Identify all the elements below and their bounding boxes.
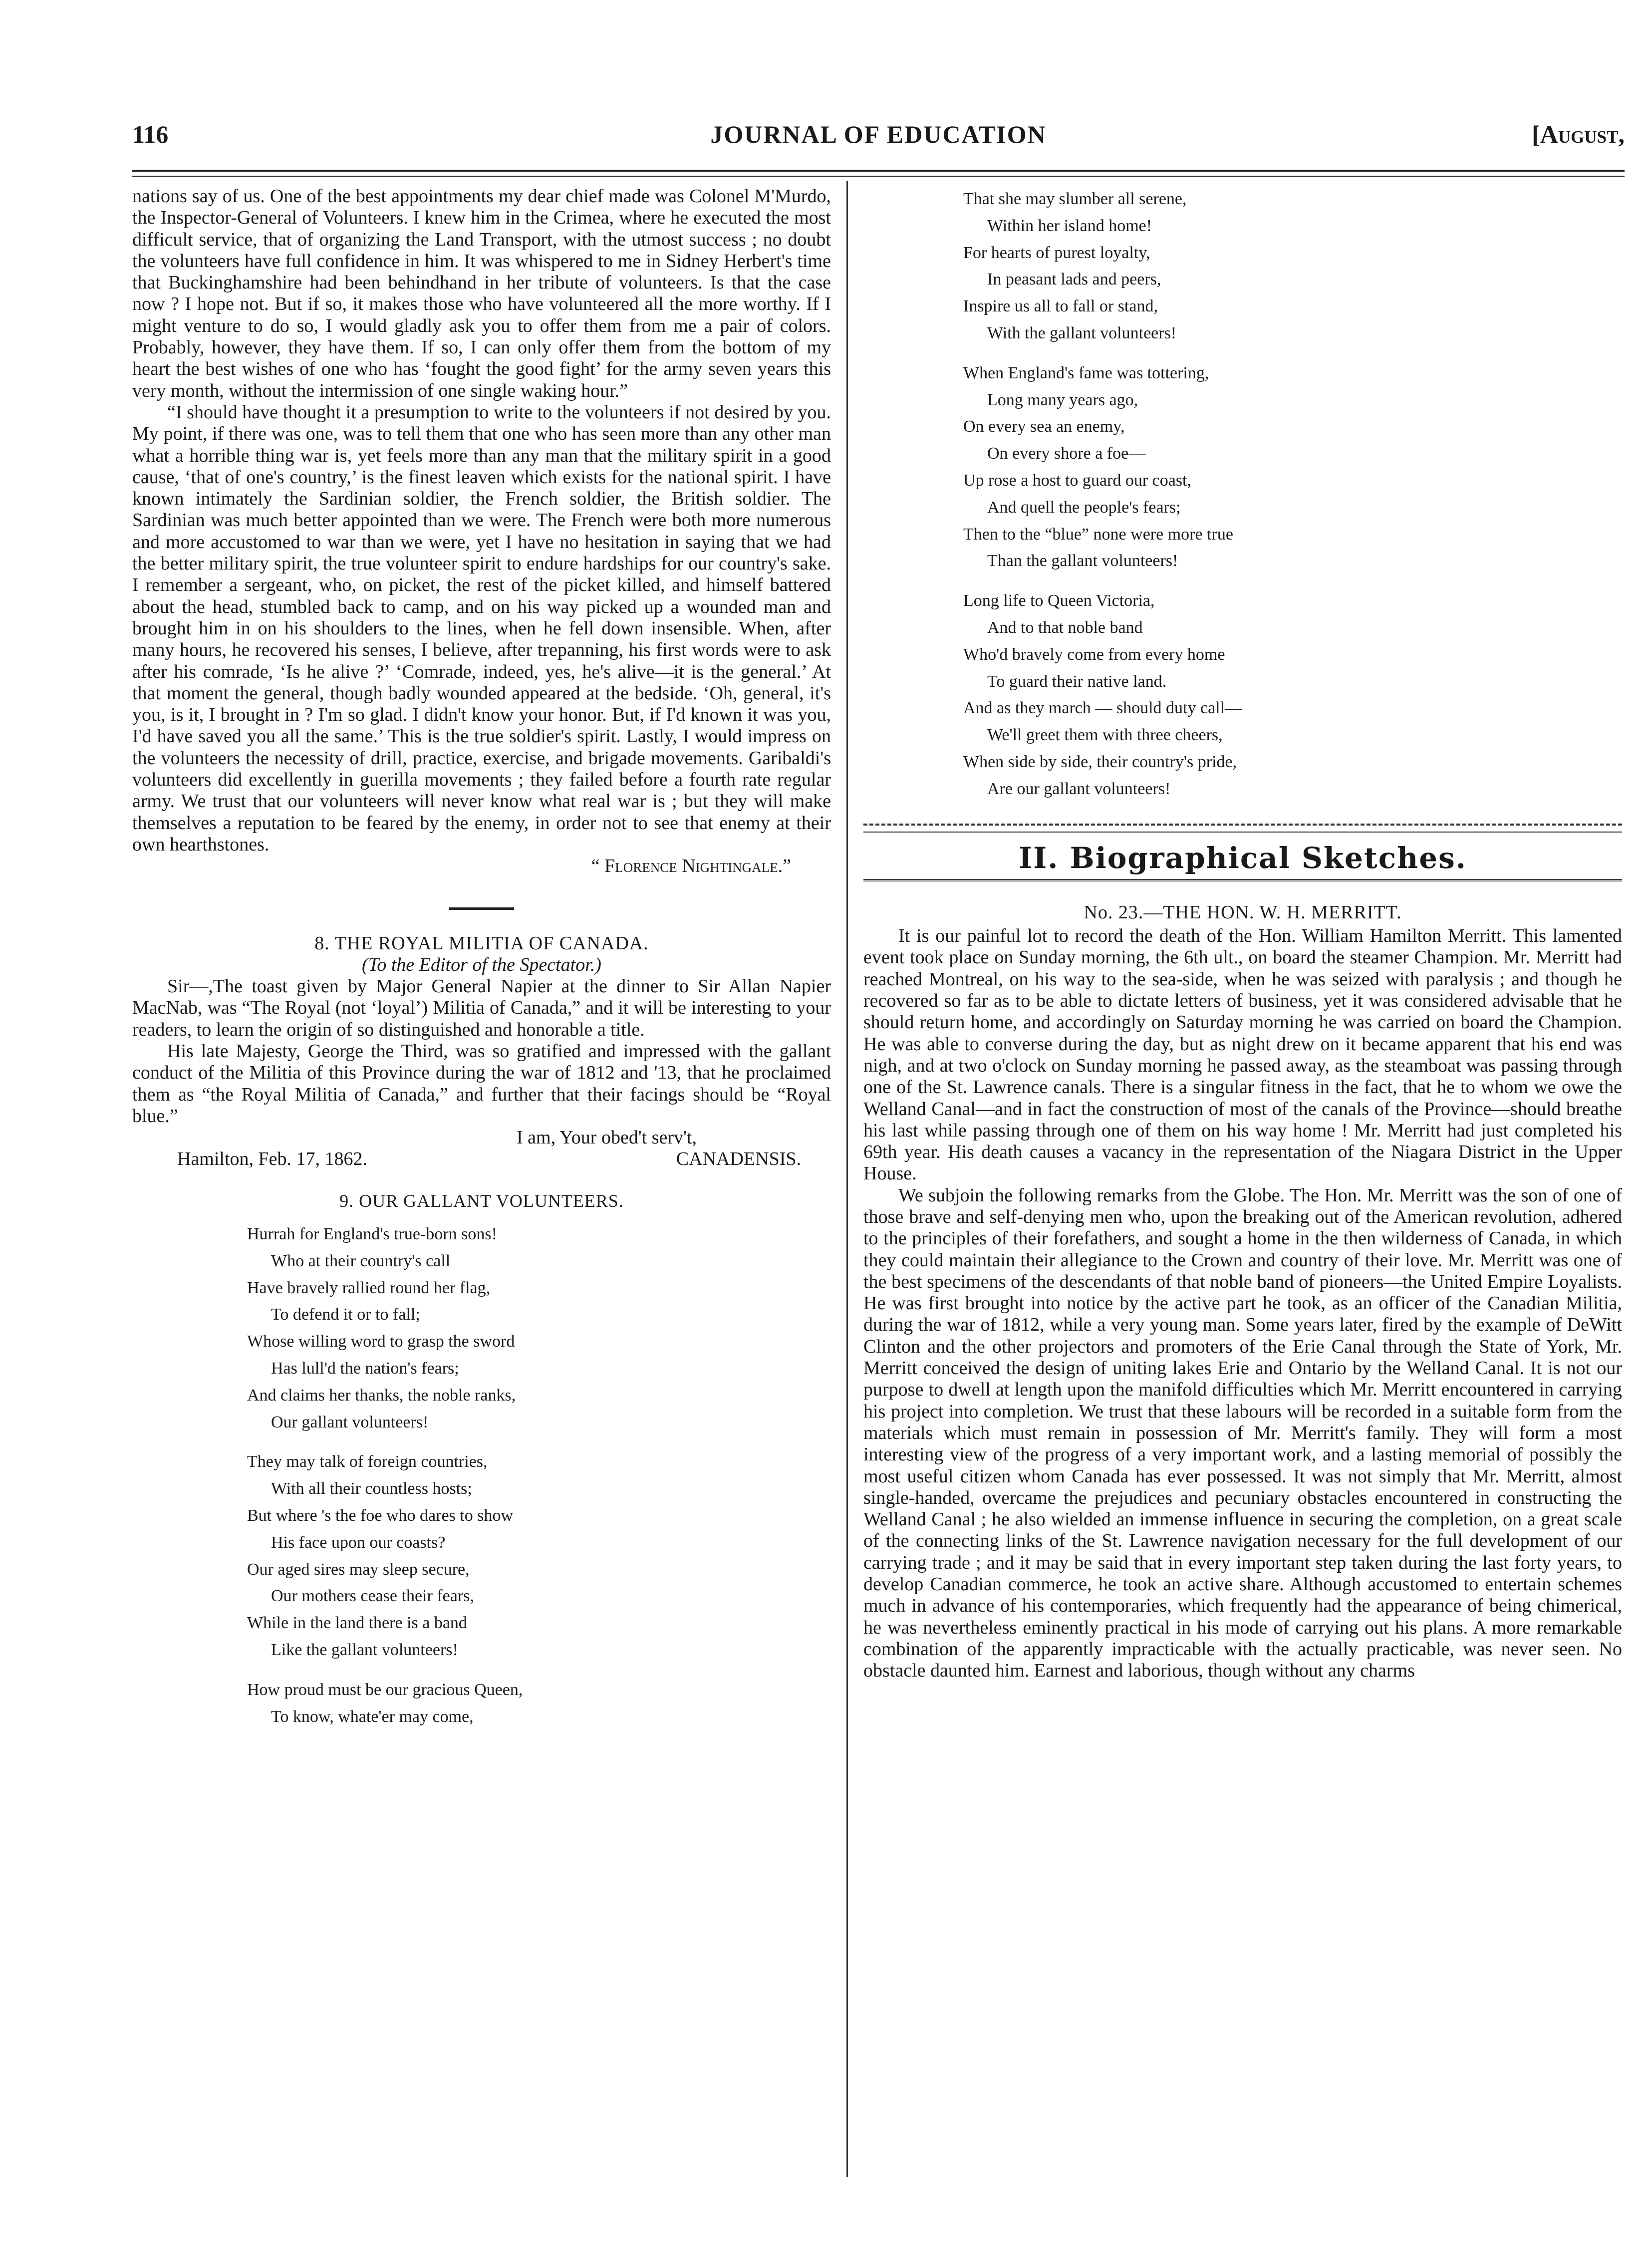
- letter-place-date: Hamilton, Feb. 17, 1862.: [177, 1148, 368, 1170]
- poem-line: Hurrah for England's true-born sons!: [247, 1225, 497, 1244]
- poem-line: While in the land there is a band: [247, 1614, 467, 1633]
- poem-line: That she may slumber all serene,: [963, 190, 1187, 208]
- poem-right: [863, 186, 1622, 803]
- poem-line: Our mothers cease their fears,: [271, 1587, 474, 1606]
- letter-author: CANADENSIS.: [676, 1148, 801, 1170]
- poem-line: On every shore a foe—: [987, 444, 1146, 463]
- section-heading-rule: [863, 879, 1622, 882]
- left-column: [132, 186, 831, 1743]
- poem-line: Who at their country's call: [271, 1251, 451, 1270]
- letter-signature: “ Florence Nightingale.”: [591, 855, 791, 877]
- poem-line: But where 's the foe who dares to show: [247, 1506, 514, 1525]
- section-9-title: 9. OUR GALLANT VOLUNTEERS.: [339, 1190, 624, 1211]
- poem-line: And claims her thanks, the noble ranks,: [247, 1386, 516, 1405]
- right-column: [863, 186, 1622, 1682]
- poem-line: To know, whate'er may come,: [271, 1707, 474, 1726]
- poem-line: Then to the “blue” none were more true: [963, 525, 1233, 544]
- letter-signoff: [132, 1148, 831, 1170]
- section-separator-solid: [863, 832, 1622, 833]
- poem-line: With the gallant volunteers!: [987, 323, 1177, 342]
- poem-line: Like the gallant volunteers!: [271, 1641, 458, 1660]
- poem-line: His face upon our coasts?: [271, 1533, 446, 1552]
- poem-line: Our aged sires may sleep secure,: [247, 1560, 470, 1579]
- section-2-heading: II. Biographical Sketches.: [1019, 841, 1467, 875]
- poem-line: Whose willing word to grasp the sword: [247, 1332, 515, 1351]
- poem-line: To defend it or to fall;: [271, 1305, 420, 1324]
- page-header: [132, 120, 1625, 160]
- issue-month: [August,: [1532, 120, 1625, 148]
- merritt-paragraph-1: It is our painful lot to record the death of the Hon. William Hamilton Merritt. This lamented event took place on Sunday morning, the 6th ult., on board the steamer Champion. Mr. Merritt had reached Montreal, on his way to the sea-side, when he was seized with paralysis ; and though he recovered so far as to be able to dictate letters of business, yet it was considered advisable that he should return home, and accordingly on Saturday morning he was carried on board the Champion. He was able to converse during the day, but as night drew on it became apparent that his end was nigh, and at two o'clock on Sunday morning he passed away, as the steamboat was passing through one of the St. Lawrence canals. There is a singular fitness in the fact, that he to whom we owe the Welland Canal—and in fact the construction of most of the canals of the Province—should breathe his last while passing through one of them on his way home ! Mr. Merritt had just completed his 69th year. His death causes a vacancy in the representation of the Niagara District in the Upper House.: [863, 925, 1622, 1184]
- merritt-paragraph-2: We subjoin the following remarks from the Globe. The Hon. Mr. Merritt was the son of one of those brave and self-denying men who, upon the breaking out of the American revolution, adhered to the principles of their forefathers, and sought a home in the then wilderness of Canada, in which they could maintain their allegiance to the Crown and country of their love. Mr. Merritt was one of the best specimens of the descendants of that noble band of pioneers—the United Empire Loyalists. He was first brought into notice by the active part he took, as an officer of the Canadian Militia, during the war of 1812, while a very young man. Some years later, fired by the example of DeWitt Clinton and the other projectors and promoters of the Erie Canal through the State of York, Mr. Merritt conceived the design of uniting lakes Erie and Ontario by the Welland Canal. It is not our purpose to dwell at length upon the manifold difficulties which Mr. Merritt encountered in carrying his project into completion. We trust that these labours will be recorded in a suitable form from the materials which must remain in possession of Mr. Merritt's family. They will form a most interesting view of the progress of a very important work, and a lasting memorial of possibly the most useful citizen whom Canada has ever possessed. It was not simply that Mr. Merritt, almost single-handed, overcame the prejudices and pecuniary obstacles encountered in constructing the Welland Canal ; he also wielded an immense influence in securing the completion, on a great scale of the connecting links of the St. Lawrence navigation necessary for the full development of our carrying trade ; and it may be said that in every important step taken during the last forty years, to develop Canadian commerce, he took an active share. Although accustomed to entertain schemes much in advance of his contemporaries, which frequently had the appearance of being chimerical, he was nevertheless eminently practical in his mode of carrying out his plans. A more remarkable combination of the apparently impracticable with the actually practicable, was never seen. No obstacle daunted him. Earnest and laborious, though without any charms: [863, 1184, 1622, 1682]
- poem-line: Has lull'd the nation's fears;: [271, 1359, 459, 1378]
- poem-line: With all their countless hosts;: [271, 1479, 472, 1498]
- nightingale-letter-paragraph-2: “I should have thought it a presumption to write to the volunteers if not desired by you. My point, if there was one, was to tell them that one who has seen more than any other man what a horrible thing war is, yet feels more than any man that the military spirit in a good cause, ‘that of one's country,’ is the finest leaven which exists for the national spirit. I have known intimately the Sardinian soldier, the French soldier, the British soldier. The Sardinian was much better appointed than we were. The French were both more numerous and more accustomed to war than we were, yet I have no hesitation in saying that we had the better military spirit, the true volunteer spirit to endure hardships for our country's sake. I remember a sergeant, who, on picket, the rest of the picket killed, and himself battered about the head, stumbled back to camp, and on his way picked up a wounded man and brought him in on his shoulders to the lines, when he fell down insensible. When, after many hours, he recovered his senses, I believe, after trepanning, his first words were to ask after his comrade, ‘Is he alive ?’ ‘Comrade, indeed, yes, he's alive—it is the general.’ At that moment the general, though badly wounded appeared at the bedside. ‘Oh, general, it's you, is it, I brought in ? I'm so glad. I didn't know your honor. But, if I'd known it was you, I'd have saved you all the same.’ This is the true soldier's spirit. Lastly, I would impress on the volunteers the necessity of drill, practice, exercise, and brigade movements. Garibaldi's volunteers did excellently in guerilla movements ; they failed before a fourth rate regular army. We trust that our volunteers will never know what real war is ; but they will make themselves a reputation to be feared by the enemy, in order not to see that enemy at their own hearthstones.: [132, 401, 831, 855]
- poem-line: Have bravely rallied round her flag,: [247, 1278, 491, 1297]
- poem-line: We'll greet them with three cheers,: [987, 726, 1223, 745]
- sketch-23-title: No. 23.—THE HON. W. H. MERRITT.: [1084, 901, 1402, 923]
- header-rule: [132, 170, 1625, 172]
- header-rule-thin: [132, 176, 1625, 177]
- poem-stanza: [963, 186, 1622, 347]
- poem-stanza: [963, 587, 1622, 802]
- poem-line: Long life to Queen Victoria,: [963, 591, 1155, 610]
- poem-line: And to that noble band: [987, 618, 1143, 637]
- poem-line: Up rose a host to guard our coast,: [963, 471, 1192, 490]
- poem-line: Who'd bravely come from every home: [963, 645, 1225, 664]
- poem-line: Our gallant volunteers!: [271, 1413, 429, 1431]
- poem-line: When side by side, their country's pride,: [963, 752, 1237, 771]
- poem-stanza: [963, 360, 1622, 574]
- poem-line: Long many years ago,: [987, 390, 1138, 409]
- page-number: 116: [132, 120, 169, 148]
- section-8-title: 8. THE ROYAL MILITIA OF CANADA.: [314, 932, 649, 954]
- poem-line: They may talk of foreign countries,: [247, 1452, 488, 1471]
- poem-line: And quell the people's fears;: [987, 498, 1181, 517]
- poem-line: For hearts of purest loyalty,: [963, 243, 1150, 262]
- poem-left: [132, 1221, 831, 1730]
- section-separator: [449, 907, 514, 910]
- section-8-paragraph-1: Sir—,The toast given by Major General Napier at the dinner to Sir Allan Napier MacNab, was “The Royal (not ‘loyal’) Militia of Canada,” and it will be interesting to your readers, to learn the origin of so distinguished and honorable a title.: [132, 976, 831, 1040]
- poem-line: On every sea an enemy,: [963, 417, 1125, 436]
- poem-line: Are our gallant volunteers!: [987, 779, 1171, 798]
- poem-stanza: [247, 1677, 831, 1730]
- poem-line: Inspire us all to fall or stand,: [963, 297, 1158, 316]
- poem-line: How proud must be our gracious Queen,: [247, 1680, 523, 1699]
- poem-line: To guard their native land.: [987, 672, 1167, 691]
- section-8-subtitle: (To the Editor of the Spectator.): [362, 954, 601, 975]
- poem-stanza: [247, 1448, 831, 1663]
- nightingale-letter-paragraph-1: nations say of us. One of the best appointments my dear chief made was Colonel M'Murdo, the Inspector-General of Volunteers. I knew him in the Crimea, where he executed the most difficult service, that of organizing the Land Transport, with the utmost success ; no doubt the volunteers have full confidence in him. It was whispered to me in Sidney Herbert's time that Buckinghamshire had been behindhand in her tribute of volunteers. Is that the case now ? I hope not. But if so, it makes those who have volunteered all the more worthy. If I might venture to do so, I would gladly ask you to offer them from me a pair of colors. Probably, however, they have them. If so, I can only offer them from the bottom of my heart the best wishes of one who has ‘fought the good fight’ for the army seven years this very month, without the intermission of one single waking hour.”: [132, 186, 831, 401]
- journal-title: JOURNAL OF EDUCATION: [710, 120, 1047, 148]
- section-separator-dashed: [863, 824, 1622, 826]
- poem-line: Than the gallant volunteers!: [987, 552, 1178, 570]
- poem-line: And as they march — should duty call—: [963, 699, 1242, 718]
- poem-line: In peasant lads and peers,: [987, 270, 1161, 289]
- poem-stanza: [247, 1221, 831, 1435]
- letter-closing: I am, Your obed't serv't,: [517, 1127, 697, 1148]
- poem-line: Within her island home!: [987, 216, 1152, 235]
- poem-line: When England's fame was tottering,: [963, 363, 1209, 382]
- column-divider: [846, 181, 848, 2177]
- section-8-paragraph-2: His late Majesty, George the Third, was so gratified and impressed with the gallant conduct of the Militia of this Province during the war of 1812 and '13, that he proclaimed them as “the Royal Militia of Canada,” and further that their facings should be “Royal blue.”: [132, 1040, 831, 1127]
